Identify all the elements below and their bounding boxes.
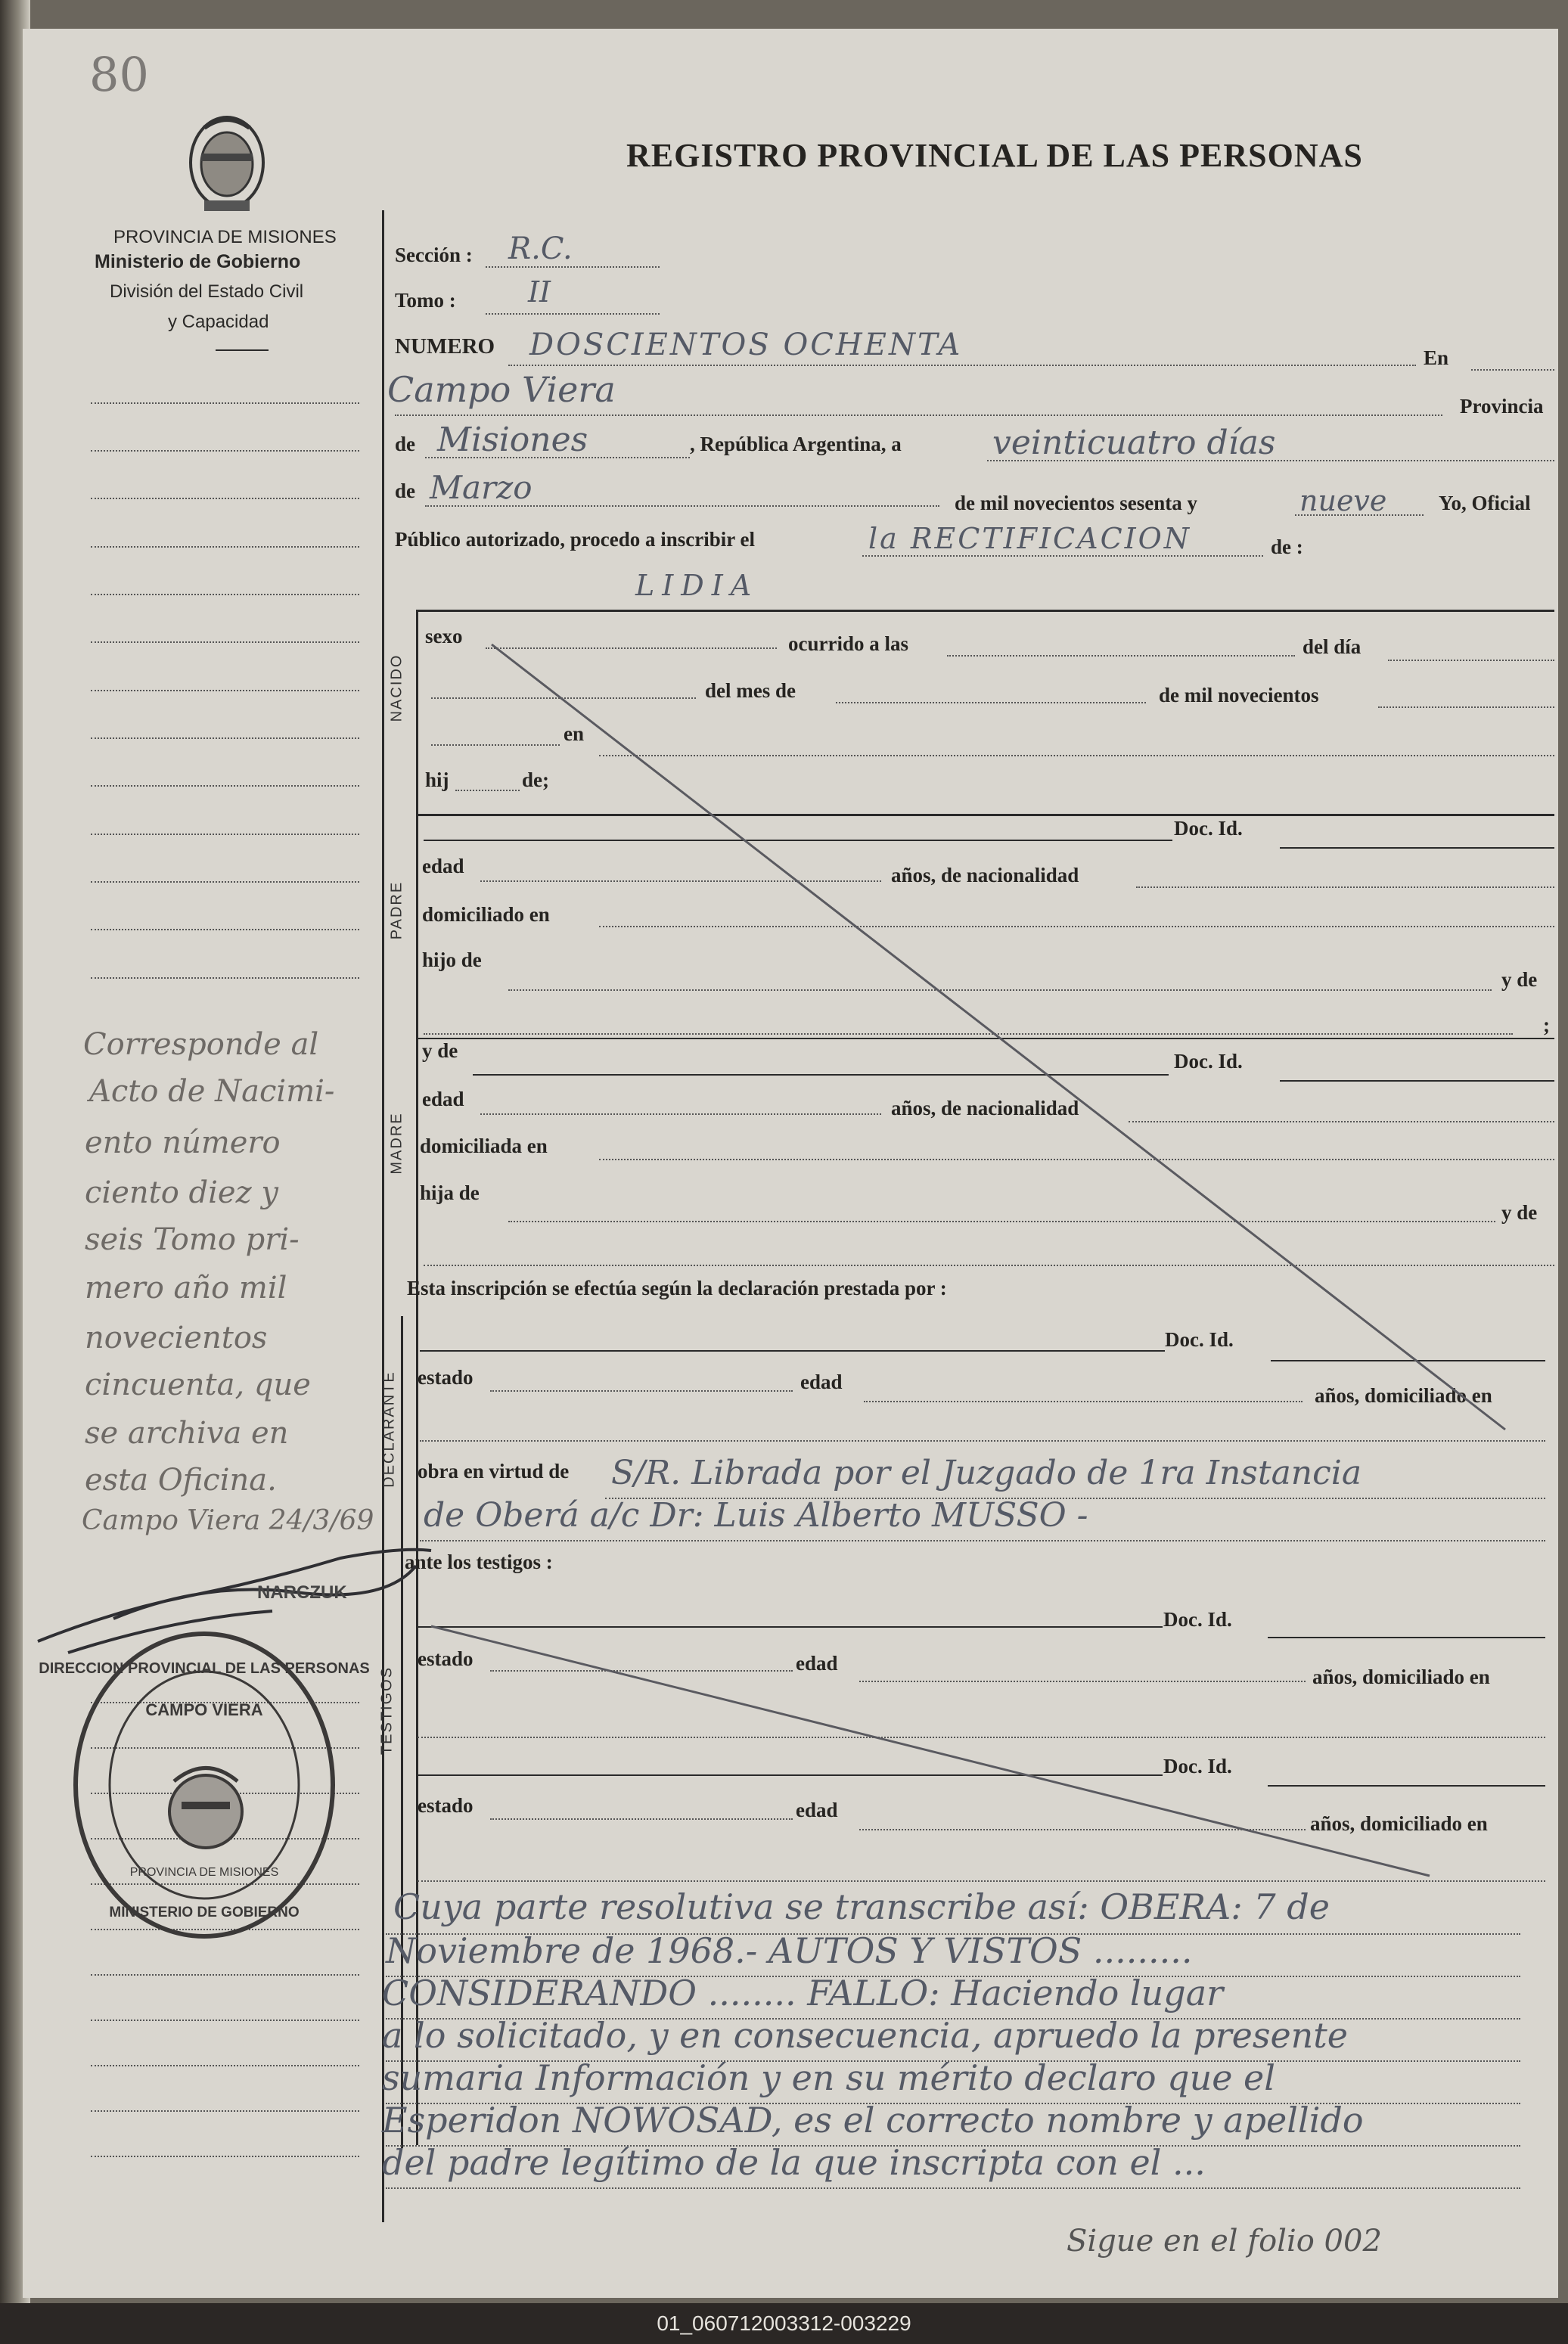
- numero-label: NUMERO: [395, 334, 495, 359]
- testigo2-estado-label: estado: [418, 1794, 474, 1817]
- declarante-label: DECLARANTE: [380, 1371, 398, 1488]
- madre-y-de-label-2: y de: [1501, 1201, 1538, 1224]
- de-label: de: [395, 433, 415, 455]
- margin-note-line-6: mero año mil: [85, 1271, 287, 1305]
- ante-testigos-label: ante los testigos :: [405, 1551, 553, 1573]
- resolution-line-6: Esperidon NOWOSAD, es el correcto nombre y apellido: [382, 2100, 1364, 2141]
- padre-doc-label: Doc. Id.: [1174, 817, 1243, 840]
- madre-nacionalidad-label: años, de nacionalidad: [891, 1097, 1079, 1119]
- madre-doc-label: Doc. Id.: [1174, 1050, 1243, 1073]
- margin-note-line-10: esta Oficina.: [85, 1463, 277, 1498]
- del-mes-label: del mes de: [705, 679, 796, 702]
- provincia-label: Provincia: [1460, 395, 1544, 418]
- margin-note-line-2: Acto de Nacimi-: [89, 1074, 335, 1109]
- publico-text: Público autorizado, procedo a inscribir el: [395, 528, 755, 551]
- tomo-label: Tomo :: [395, 289, 456, 312]
- month-value: Marzo: [430, 469, 532, 506]
- resolution-line-4: a lo solicitado, y en consecuencia, apruedo la presente: [382, 2015, 1348, 2056]
- madre-label: MADRE: [388, 1112, 405, 1175]
- seccion-label: Sección :: [395, 244, 473, 266]
- seccion-value: R.C.: [508, 231, 573, 266]
- act-value: la RECTIFICACION: [868, 522, 1192, 555]
- seal-bottom-text: MINISTERIO DE GOBIERNO: [109, 1905, 300, 1920]
- hij-label: hij: [425, 768, 449, 791]
- continues-note: Sigue en el folio 002: [1067, 2224, 1382, 2259]
- testigo1-doc-label: Doc. Id.: [1163, 1608, 1232, 1631]
- margin-note-line-9: se archiva en: [85, 1416, 289, 1451]
- padre-y-de-label: y de: [1501, 968, 1538, 991]
- declarante-doc-label: Doc. Id.: [1165, 1328, 1234, 1351]
- padre-edad-label: edad: [422, 855, 464, 877]
- name-value: LIDIA: [635, 569, 759, 602]
- padre-nacionalidad-label: años, de nacionalidad: [891, 864, 1079, 886]
- margin-note-line-8: cincuenta, que: [85, 1368, 311, 1402]
- sexo-label: sexo: [425, 625, 463, 647]
- org-line-4: y Capacidad: [168, 312, 269, 332]
- nacido-label: NACIDO: [388, 654, 405, 722]
- page-title: REGISTRO PROVINCIAL DE LAS PERSONAS: [626, 137, 1363, 174]
- testigo1-estado-label: estado: [418, 1647, 474, 1670]
- margin-note-line-3: ento número: [85, 1125, 281, 1160]
- padre-hijo-de-label: hijo de: [422, 948, 482, 971]
- testigo2-domicilio-label: años, domiciliado en: [1310, 1812, 1488, 1835]
- madre-y-de-label: y de: [422, 1039, 458, 1062]
- oficial-label: Yo, Oficial: [1439, 492, 1531, 514]
- margin-note-line-4: ciento diez y: [85, 1175, 278, 1210]
- resolution-line-7: del padre legítimo de la que inscripta con el ...: [382, 2142, 1206, 2183]
- margin-note-line-1: Corresponde al: [83, 1027, 319, 1062]
- scan-caption: 01_060712003312-003229: [0, 2303, 1568, 2344]
- obra-label: obra en virtud de: [418, 1460, 570, 1482]
- madre-hija-de-label: hija de: [420, 1181, 480, 1204]
- tomo-value: II: [528, 275, 551, 309]
- margin-note-line-11: Campo Viera 24/3/69: [82, 1505, 374, 1536]
- province-value: Misiones: [437, 421, 588, 459]
- year-text: de mil novecientos sesenta y: [955, 492, 1197, 514]
- testigo2-doc-label: Doc. Id.: [1163, 1755, 1232, 1777]
- padre-semicolon: ;: [1543, 1014, 1550, 1036]
- numero-value: DOSCIENTOS OCHENTA: [529, 328, 963, 362]
- ocurrido-label: ocurrido a las: [788, 632, 908, 655]
- resolution-line-1: Cuya parte resolutiva se transcribe así: OBERA: 7 de: [393, 1886, 1330, 1927]
- margin-note-line-5: seis Tomo pri-: [85, 1222, 300, 1257]
- madre-edad-label: edad: [422, 1088, 464, 1110]
- de-label-2: de: [395, 480, 415, 502]
- declarante-estado-label: estado: [418, 1366, 474, 1389]
- en-label-nacido: en: [564, 722, 584, 745]
- resolution-line-5: sumaria Información y en su mérito declaro que el: [382, 2057, 1275, 2098]
- del-dia-label: del día: [1303, 635, 1362, 658]
- padre-domicilio-label: domiciliado en: [422, 903, 550, 926]
- testigo2-edad-label: edad: [796, 1799, 838, 1821]
- testigo1-edad-label: edad: [796, 1652, 838, 1675]
- resolution-line-3: CONSIDERANDO ........ FALLO: Haciendo lugar: [382, 1973, 1224, 2013]
- testigos-label: TESTIGOS: [378, 1666, 396, 1756]
- year-value: nueve: [1299, 484, 1387, 517]
- seal-outer-text: DIRECCION PROVINCIAL DE LAS PERSONAS: [39, 1660, 370, 1677]
- seal-inner-text: CAMPO VIERA: [145, 1700, 263, 1719]
- org-line-3: División del Estado Civil: [110, 281, 304, 302]
- republica-label: , República Argentina, a: [690, 433, 902, 455]
- name-stamp: NARCZUK: [257, 1582, 347, 1603]
- en-label: En: [1424, 346, 1449, 369]
- official-seal: [39, 1626, 370, 1944]
- folio-number: 80: [89, 47, 149, 102]
- declarante-intro: Esta inscripción se efectúa según la declaración prestada por :: [407, 1277, 947, 1299]
- city-value: Campo Viera: [387, 369, 616, 410]
- org-line-2: Ministerio de Gobierno: [95, 251, 301, 272]
- de-colon: de :: [1271, 536, 1303, 558]
- margin-note-line-7: novecientos: [85, 1321, 268, 1355]
- hij-de-label: de;: [522, 768, 549, 791]
- mil-label: de mil novecientos: [1159, 684, 1319, 706]
- obra-value-1: S/R. Librada por el Juzgado de 1ra Instancia: [611, 1454, 1362, 1492]
- testigo1-domicilio-label: años, domiciliado en: [1312, 1666, 1490, 1688]
- declarante-edad-label: edad: [800, 1371, 843, 1393]
- obra-value-2: de Oberá a/c Dr: Luis Alberto MUSSO -: [424, 1496, 1088, 1535]
- seal-ring-text: PROVINCIA DE MISIONES: [129, 1866, 279, 1879]
- declarante-domicilio-label: años, domiciliado en: [1315, 1384, 1492, 1407]
- madre-domicilio-label: domiciliada en: [420, 1135, 548, 1157]
- day-value: veinticuatro días: [992, 424, 1276, 462]
- padre-label: PADRE: [388, 880, 405, 940]
- resolution-line-2: Noviembre de 1968.- AUTOS Y VISTOS .........: [386, 1930, 1193, 1971]
- org-line-1: PROVINCIA DE MISIONES: [113, 227, 337, 247]
